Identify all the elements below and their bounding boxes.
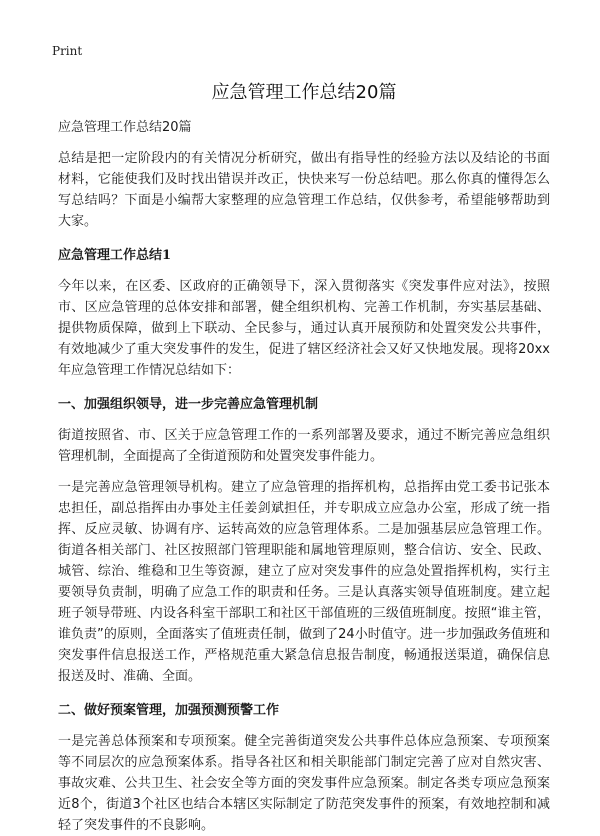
document-body [58,70,550,836]
print-link[interactable]: Print [52,44,83,58]
point2-heading: 二、做好预案管理，加强预测预警工作 [58,703,280,718]
point2-paragraph-1: 一是完善总体预案和专项预案。健全完善街道突发公共事件总体应急预案、专项预案等不同层次的应急预案体系。指导各社区和相关职能部门制定完善了应对自然灾害、事故灾难、公共卫生、社会安全等方面的突发事件应急预案。制定各类专项应急预案近8个，街道3个社区也结合本辖区实际制定了防范突发事件的预案，有效地控制和减轻了突发事件的不良影响。 [58,734,550,833]
point1-heading: 一、加强组织领导，进一步完善应急管理机制 [58,397,319,412]
page-title: 应急管理工作总结20篇 [211,82,397,103]
point1-paragraph-2: 一是完善应急管理领导机构。建立了应急管理的指挥机构，总指挥由党工委书记张本忠担任，副总指挥由办事处主任姜剑斌担任，并专职成立应急办公室，形成了统一指挥、反应灵敏、协调有序、运转高效的应急管理体系。二是加强基层应急管理工作。街道各相关部门、社区按照部门管理职能和属地管理原则，整合信访、安全、民政、城管、综治、维稳和卫生等资源，建立了应对突发事件的应急处置指挥机构，实行主要领导负责制，明确了应急工作的职责和任务。三是认真落实领导值班制度。建立起班子领导带班、内设各科室干部职工和社区干部值班的三级值班制度。按照“谁主管，谁负责”的原则，全面落实了值班责任制，做到了24小时值守。进一步加强政务值班和突发事件信息报送工作，严格规范重大紧急信息报告制度，畅通报送渠道，确保信息报送及时、准确、全面。 [58,480,550,684]
intro-paragraph: 总结是把一定阶段内的有关情况分析研究，做出有指导性的经验方法以及结论的书面材料，它能使我们及时找出错误并改正，快快来写一份总结吧。那么你真的懂得怎么写总结吗？下面是小编帮大家整理的应急管理工作总结，仅供参考，希望能够帮助到大家。 [58,151,550,229]
section1-paragraph: 今年以来，在区委、区政府的正确领导下，深入贯彻落实《突发事件应对法》，按照市、区应急管理的总体安排和部署，健全组织机构、完善工作机制，夯实基层基础、提供物质保障，做到上下联动、全民参与，通过认真开展预防和处置突发公共事件，有效地减少了重大突发事件的发生，促进了辖区经济社会又好又快地发展。现将20xx年应急管理工作情况总结如下： [58,279,550,378]
point1-paragraph-1: 街道按照省、市、区关于应急管理工作的一系列部署及要求，通过不断完善应急组织管理机制，全面提高了全街道预防和处置突发事件能力。 [58,428,550,464]
document-subtitle: 应急管理工作总结20篇 [58,120,192,135]
section-heading-1: 应急管理工作总结1 [58,248,172,263]
